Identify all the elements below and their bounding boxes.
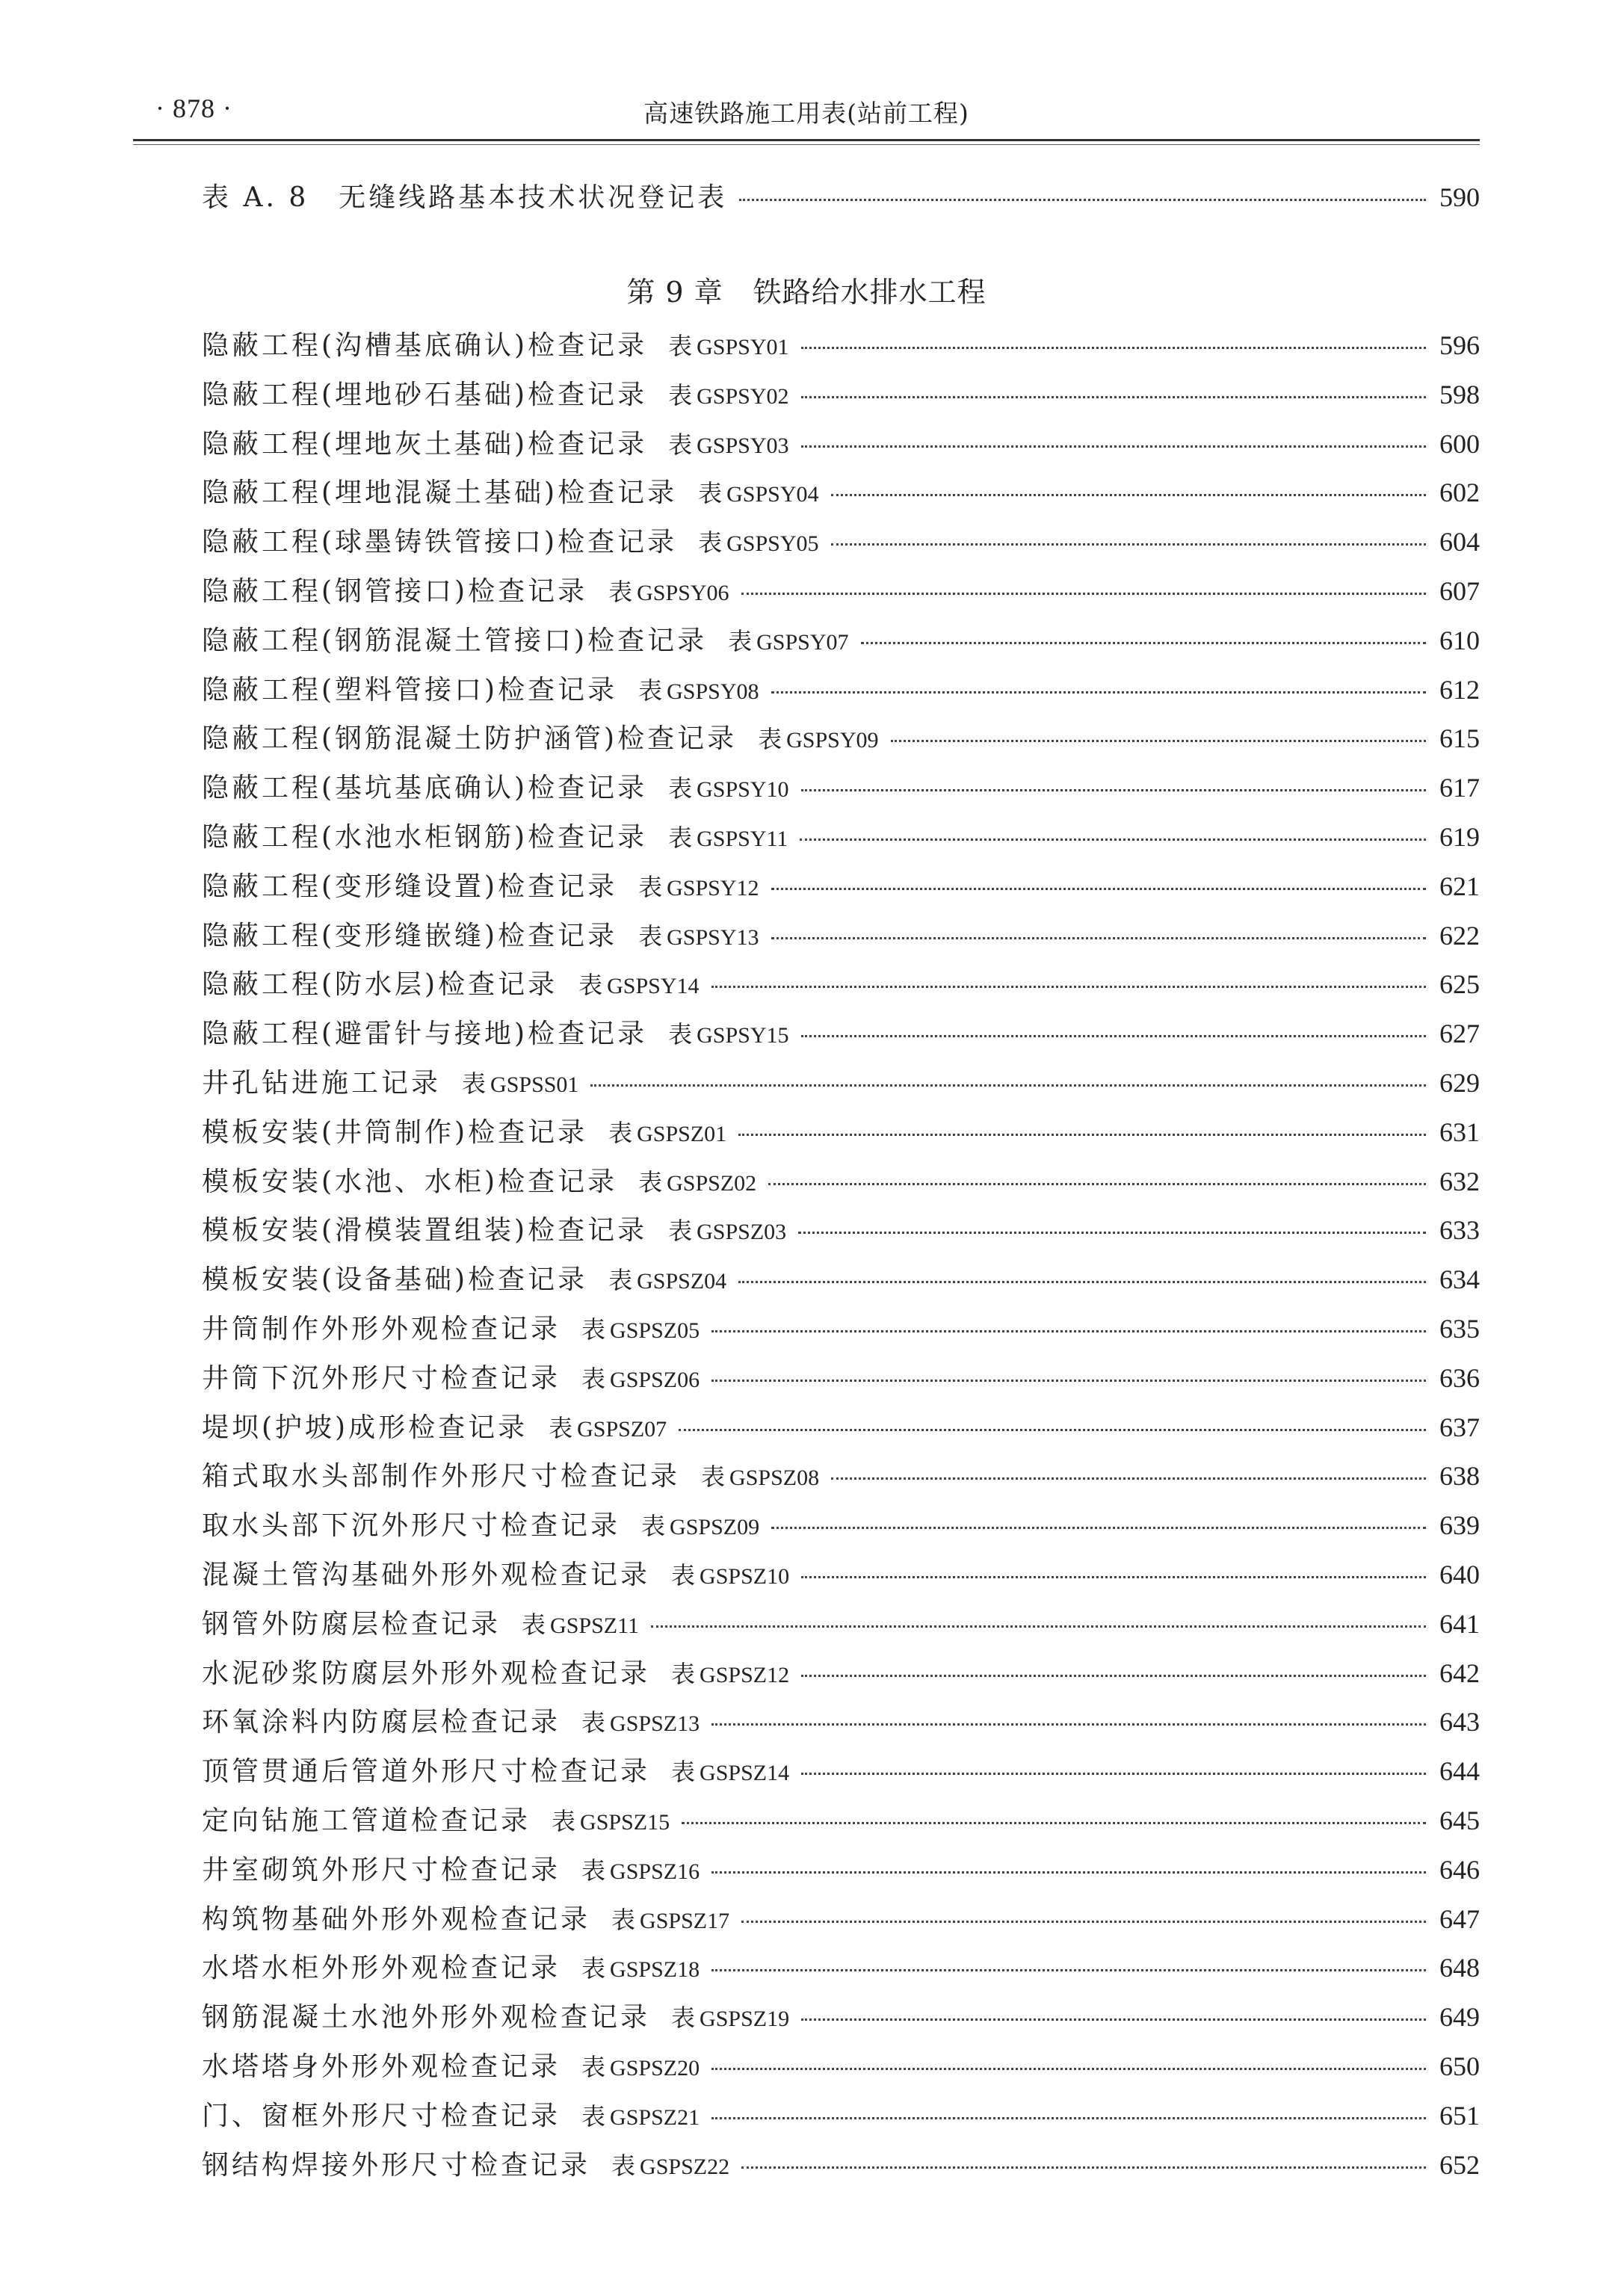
toc-entry-title: 钢结构焊接外形尺寸检查记录 bbox=[202, 2149, 591, 2181]
toc-entry[interactable] bbox=[202, 423, 1480, 461]
dot-leader bbox=[741, 593, 1427, 595]
toc-entry-page: 634 bbox=[1439, 1264, 1480, 1295]
toc-entry[interactable] bbox=[202, 1554, 1480, 1592]
code-value: GSPSZ21 bbox=[610, 2104, 700, 2130]
code-value: GSPSY13 bbox=[667, 924, 759, 950]
code-prefix: 表 bbox=[608, 1266, 633, 1295]
code-value: GSPSY08 bbox=[667, 679, 759, 704]
toc-entry-page: 644 bbox=[1439, 1756, 1480, 1787]
toc-entry[interactable] bbox=[202, 2144, 1480, 2182]
toc-entry-code bbox=[581, 1852, 700, 1886]
toc-entry-code bbox=[668, 819, 788, 853]
code-prefix: 表 bbox=[611, 2151, 636, 2180]
code-prefix: 表 bbox=[578, 971, 603, 1000]
dot-leader bbox=[771, 691, 1427, 694]
toc-entry-title: 定向钻施工管道检查记录 bbox=[202, 1806, 531, 1836]
toc-entry[interactable] bbox=[202, 1504, 1480, 1542]
code-value: GSPSY07 bbox=[756, 629, 849, 655]
toc-entry-page: 651 bbox=[1439, 2100, 1480, 2131]
code-value: GSPSY12 bbox=[667, 875, 759, 901]
toc-entry-page: 648 bbox=[1439, 1953, 1480, 1983]
toc-entry-title: 水塔塔身外形外观检查记录 bbox=[202, 2051, 561, 2082]
toc-entry-page: 633 bbox=[1439, 1215, 1480, 1246]
toc-entry-title: 取水头部下沉外形尺寸检查记录 bbox=[202, 1510, 621, 1542]
toc-entry-page: 650 bbox=[1439, 2051, 1480, 2081]
code-value: GSPSZ22 bbox=[640, 2154, 730, 2179]
code-value: GSPSZ09 bbox=[670, 1515, 760, 1540]
toc-entry-title: 井孔钻进施工记录 bbox=[202, 1068, 442, 1099]
dot-leader bbox=[801, 1773, 1426, 1775]
dot-leader bbox=[682, 1822, 1426, 1824]
toc-entry-title: 隐蔽工程(埋地灰土基础)检查记录 bbox=[202, 428, 648, 460]
toc-entry-page: 638 bbox=[1439, 1461, 1480, 1492]
dot-leader bbox=[741, 2166, 1426, 2169]
toc-entry[interactable] bbox=[202, 1849, 1480, 1887]
toc-entry-page: 590 bbox=[1439, 182, 1480, 212]
code-value: GSPSZ18 bbox=[610, 1957, 700, 1983]
dot-leader bbox=[771, 888, 1427, 890]
code-prefix: 表 bbox=[549, 1413, 573, 1442]
page-number: · 878 · bbox=[155, 93, 232, 123]
dot-leader bbox=[711, 1330, 1426, 1332]
code-value: GSPSY03 bbox=[697, 433, 789, 458]
toc-entry[interactable] bbox=[202, 521, 1480, 559]
code-value: GSPSY04 bbox=[726, 482, 819, 507]
code-value: GSPSZ17 bbox=[640, 1908, 730, 1933]
code-prefix: 表 bbox=[671, 2004, 696, 2033]
dot-leader bbox=[800, 838, 1426, 841]
toc-entry[interactable] bbox=[202, 1013, 1480, 1051]
toc-entry-title: 隐蔽工程(钢管接口)检查记录 bbox=[202, 576, 588, 607]
code-prefix: 表 bbox=[698, 479, 723, 508]
toc-entry-code bbox=[698, 524, 818, 558]
code-prefix: 表 bbox=[668, 1020, 693, 1049]
dot-leader bbox=[831, 494, 1427, 496]
chapter-title: 铁路给水排水工程 bbox=[753, 276, 987, 309]
toc-entry[interactable] bbox=[202, 1308, 1480, 1346]
toc-entry-code bbox=[608, 573, 729, 608]
toc-entry-title: 箱式取水头部制作外形尺寸检查记录 bbox=[202, 1461, 681, 1492]
toc-entry-code bbox=[608, 1114, 726, 1149]
toc-entry-title: 模板安装(水池、水柜)检查记录 bbox=[202, 1166, 618, 1197]
dot-leader bbox=[711, 986, 1427, 988]
code-value: GSPSZ14 bbox=[700, 1761, 790, 1786]
toc-entry-page: 642 bbox=[1439, 1658, 1480, 1688]
code-prefix: 表 bbox=[668, 824, 693, 852]
code-value: GSPSY02 bbox=[697, 383, 789, 409]
toc-entry-page: 610 bbox=[1439, 625, 1480, 655]
dot-leader bbox=[831, 543, 1427, 546]
toc-entry-prev[interactable] bbox=[202, 176, 1480, 214]
toc-entry-page: 632 bbox=[1439, 1166, 1480, 1196]
toc-entry-code bbox=[671, 1557, 789, 1591]
code-prefix: 表 bbox=[581, 2101, 606, 2131]
dot-leader bbox=[771, 1527, 1426, 1529]
code-prefix: 表 bbox=[581, 2053, 606, 2081]
code-prefix: 表 bbox=[581, 1856, 606, 1885]
toc-entry[interactable] bbox=[202, 1701, 1480, 1739]
toc-entry-code bbox=[638, 868, 759, 903]
code-prefix: 表 bbox=[668, 774, 693, 803]
toc-entry-title: 表 A. 8 无缝线路基本技术状况登记表 bbox=[202, 182, 728, 213]
code-prefix: 表 bbox=[581, 1954, 606, 1983]
toc-entry-code bbox=[668, 1016, 788, 1050]
dot-leader bbox=[711, 2068, 1426, 2070]
toc-entry-title: 钢筋混凝土水池外形外观检查记录 bbox=[202, 2002, 651, 2033]
code-prefix: 表 bbox=[668, 332, 693, 360]
dot-leader bbox=[801, 2018, 1426, 2021]
toc-entry-title: 模板安装(滑模装置组装)检查记录 bbox=[202, 1215, 648, 1247]
code-prefix: 表 bbox=[668, 430, 693, 459]
dot-leader bbox=[738, 1134, 1426, 1136]
toc-entry[interactable] bbox=[202, 374, 1480, 412]
dot-leader bbox=[801, 445, 1427, 448]
code-value: GSPSY15 bbox=[697, 1023, 789, 1048]
code-prefix: 表 bbox=[758, 725, 782, 754]
toc-entry-page: 600 bbox=[1439, 428, 1480, 459]
toc-entry-page: 641 bbox=[1439, 1608, 1480, 1639]
code-prefix: 表 bbox=[671, 1561, 696, 1590]
toc-entry[interactable] bbox=[202, 1357, 1480, 1395]
toc-entry-page: 615 bbox=[1439, 723, 1480, 754]
code-value: GSPSZ15 bbox=[580, 1810, 670, 1835]
toc-entry-title: 井室砌筑外形尺寸检查记录 bbox=[202, 1854, 561, 1885]
dot-leader bbox=[831, 1477, 1426, 1480]
dot-leader bbox=[798, 1232, 1426, 1234]
toc-entry[interactable] bbox=[202, 669, 1480, 707]
toc-entry-title: 堤坝(护坡)成形检查记录 bbox=[202, 1412, 528, 1443]
toc-entry[interactable] bbox=[202, 865, 1480, 904]
toc-entry[interactable] bbox=[202, 472, 1480, 510]
toc-entry-page: 639 bbox=[1439, 1510, 1480, 1541]
toc-entry-title: 隐蔽工程(球墨铸铁管接口)检查记录 bbox=[202, 527, 678, 558]
toc-entry-code bbox=[552, 1803, 670, 1837]
toc-entry-page: 602 bbox=[1439, 478, 1480, 508]
toc-entry-title: 隐蔽工程(变形缝设置)检查记录 bbox=[202, 871, 618, 902]
toc-entry-code bbox=[728, 623, 848, 657]
toc-entry-code bbox=[578, 966, 699, 1001]
code-value: GSPSZ04 bbox=[637, 1269, 727, 1294]
toc-entry-title: 混凝土管沟基础外形外观检查记录 bbox=[202, 1560, 651, 1590]
toc-entry-code bbox=[611, 2147, 729, 2181]
toc-entry-page: 646 bbox=[1439, 1854, 1480, 1885]
toc-entry-code bbox=[671, 1999, 789, 2033]
code-prefix: 表 bbox=[641, 1512, 666, 1541]
toc-entry-title: 模板安装(设备基础)检查记录 bbox=[202, 1264, 588, 1296]
toc-entry[interactable] bbox=[202, 2045, 1480, 2084]
toc-entry-title: 模板安装(井筒制作)检查记录 bbox=[202, 1116, 588, 1148]
toc-entry-code bbox=[581, 2048, 700, 2083]
code-value: GSPSS01 bbox=[490, 1072, 579, 1097]
code-prefix: 表 bbox=[698, 528, 723, 557]
code-value: GSPSZ12 bbox=[700, 1662, 790, 1687]
code-value: GSPSY11 bbox=[697, 827, 788, 851]
toc-entry-title: 门、窗框外形尺寸检查记录 bbox=[202, 2100, 561, 2131]
chapter-number: 第 9 章 bbox=[626, 276, 723, 309]
code-prefix: 表 bbox=[668, 1217, 693, 1246]
toc-entry[interactable] bbox=[202, 1652, 1480, 1690]
code-value: GSPSZ11 bbox=[550, 1613, 639, 1638]
toc-entry[interactable] bbox=[202, 1258, 1480, 1297]
toc-entry-code bbox=[668, 1212, 786, 1247]
dot-leader bbox=[651, 1625, 1426, 1628]
toc-entry-code bbox=[522, 1606, 639, 1640]
toc-entry[interactable] bbox=[202, 816, 1480, 854]
toc-entry-code bbox=[668, 377, 788, 411]
toc-entry-code bbox=[671, 1655, 789, 1690]
toc-entry-code bbox=[701, 1458, 819, 1492]
toc-entry[interactable] bbox=[202, 1111, 1480, 1149]
dot-leader bbox=[711, 1871, 1426, 1874]
toc-entry-page: 647 bbox=[1439, 1903, 1480, 1934]
code-value: GSPSY06 bbox=[637, 581, 729, 605]
header-rule-thin bbox=[133, 144, 1480, 145]
toc-entry[interactable] bbox=[202, 324, 1480, 362]
code-prefix: 表 bbox=[552, 1807, 576, 1835]
toc-entry-title: 环氧涂料内防腐层检查记录 bbox=[202, 1707, 561, 1738]
toc-entry-title: 隐蔽工程(沟槽基底确认)检查记录 bbox=[202, 330, 648, 361]
toc-entry-code bbox=[698, 475, 818, 509]
dot-leader bbox=[711, 1380, 1426, 1382]
toc-entry-title: 隐蔽工程(水池水柜钢筋)检查记录 bbox=[202, 822, 648, 853]
toc-entry-code bbox=[611, 1901, 729, 1936]
toc-entry[interactable] bbox=[202, 2095, 1480, 2133]
code-value: GSPSZ07 bbox=[577, 1416, 667, 1442]
dot-leader bbox=[679, 1429, 1426, 1431]
code-value: GSPSY14 bbox=[607, 974, 700, 999]
code-value: GSPSZ01 bbox=[637, 1121, 727, 1146]
toc-entry[interactable] bbox=[202, 1455, 1480, 1493]
toc-entry-code bbox=[671, 1753, 789, 1788]
toc-entry-page: 621 bbox=[1439, 871, 1480, 901]
toc-entry-title: 井筒下沉外形尺寸检查记录 bbox=[202, 1362, 561, 1394]
toc-entry-title: 顶管贯通后管道外形尺寸检查记录 bbox=[202, 1756, 651, 1788]
dot-leader bbox=[741, 1921, 1426, 1923]
toc-entry[interactable] bbox=[202, 1603, 1480, 1641]
toc-entry-page: 635 bbox=[1439, 1314, 1480, 1344]
toc-entry[interactable] bbox=[202, 1750, 1480, 1788]
code-value: GSPSY05 bbox=[726, 531, 819, 557]
toc-entry-code bbox=[641, 1507, 759, 1542]
code-value: GSPSZ05 bbox=[610, 1318, 700, 1343]
header-rule-thick bbox=[133, 139, 1480, 141]
code-value: GSPSY09 bbox=[786, 728, 879, 753]
toc-entry-title: 隐蔽工程(埋地砂石基础)检查记录 bbox=[202, 379, 648, 410]
code-value: GSPSY01 bbox=[697, 335, 789, 359]
toc-entry[interactable] bbox=[202, 1947, 1480, 1985]
toc-entry-code bbox=[638, 1164, 756, 1198]
toc-entry-code bbox=[581, 1311, 700, 1345]
toc-entry[interactable] bbox=[202, 1062, 1480, 1100]
code-value: GSPSY10 bbox=[697, 777, 789, 803]
code-value: GSPSZ16 bbox=[610, 1859, 700, 1884]
code-prefix: 表 bbox=[522, 1610, 546, 1639]
toc-entry-title: 隐蔽工程(变形缝嵌缝)检查记录 bbox=[202, 920, 618, 951]
toc-entry-code bbox=[581, 1950, 700, 1984]
book-title: 高速铁路施工用表(站前工程) bbox=[643, 99, 969, 128]
toc-entry-page: 607 bbox=[1439, 576, 1480, 606]
code-prefix: 表 bbox=[671, 1659, 696, 1688]
toc-entry[interactable] bbox=[202, 1161, 1480, 1199]
toc-entry-page: 596 bbox=[1439, 330, 1480, 360]
code-prefix: 表 bbox=[638, 1167, 663, 1196]
dot-leader bbox=[801, 347, 1427, 349]
toc-entry-page: 645 bbox=[1439, 1806, 1480, 1835]
code-value: GSPSZ10 bbox=[700, 1564, 790, 1589]
toc-entry-page: 598 bbox=[1439, 379, 1480, 410]
code-prefix: 表 bbox=[581, 1315, 606, 1344]
toc-entry-page: 631 bbox=[1439, 1116, 1480, 1147]
toc-entry[interactable] bbox=[202, 620, 1480, 658]
toc-entry-code bbox=[638, 672, 759, 706]
code-prefix: 表 bbox=[701, 1462, 726, 1492]
toc-entry-page: 622 bbox=[1439, 920, 1480, 951]
toc-entry[interactable] bbox=[202, 1996, 1480, 2034]
dot-leader bbox=[738, 1281, 1426, 1283]
code-value: GSPSZ13 bbox=[610, 1711, 700, 1737]
toc-entry-code bbox=[549, 1409, 667, 1444]
code-value: GSPSZ02 bbox=[667, 1170, 757, 1196]
code-prefix: 表 bbox=[671, 1758, 696, 1787]
code-prefix: 表 bbox=[728, 626, 753, 655]
toc-entry-page: 625 bbox=[1439, 969, 1480, 1000]
toc-entry-code bbox=[608, 1261, 726, 1296]
toc-entry-title: 钢管外防腐层检查记录 bbox=[202, 1608, 501, 1640]
toc-entry-title: 隐蔽工程(塑料管接口)检查记录 bbox=[202, 674, 618, 705]
code-prefix: 表 bbox=[668, 380, 693, 410]
toc-entry-code bbox=[462, 1065, 578, 1099]
toc-entry-code bbox=[668, 770, 788, 804]
code-value: GSPSZ19 bbox=[700, 2007, 790, 2032]
toc-entry-code bbox=[581, 1360, 700, 1394]
dot-leader bbox=[801, 1675, 1426, 1677]
code-value: GSPSZ08 bbox=[729, 1465, 820, 1491]
toc-entry-page: 636 bbox=[1439, 1362, 1480, 1393]
toc-entry-title: 水泥砂浆防腐层外形外观检查记录 bbox=[202, 1658, 651, 1689]
dot-leader bbox=[801, 396, 1427, 398]
dot-leader bbox=[801, 1576, 1426, 1578]
dot-leader bbox=[711, 1723, 1426, 1726]
toc-entry-page: 649 bbox=[1439, 2002, 1480, 2033]
toc-entry[interactable] bbox=[202, 717, 1480, 756]
code-prefix: 表 bbox=[611, 1905, 636, 1934]
toc-entry-page: 629 bbox=[1439, 1068, 1480, 1098]
toc-entry-page: 640 bbox=[1439, 1560, 1480, 1590]
toc-entry[interactable] bbox=[202, 1209, 1480, 1247]
code-prefix: 表 bbox=[638, 872, 663, 901]
toc-entry-page: 652 bbox=[1439, 2149, 1480, 2180]
dot-leader bbox=[801, 789, 1427, 791]
toc-entry-title: 构筑物基础外形外观检查记录 bbox=[202, 1903, 591, 1935]
toc-entry-page: 619 bbox=[1439, 822, 1480, 852]
toc-entry-code bbox=[581, 1704, 700, 1738]
chapter-heading bbox=[133, 269, 1480, 310]
dot-leader bbox=[590, 1084, 1426, 1087]
toc-entry[interactable] bbox=[202, 1898, 1480, 1936]
dot-leader bbox=[771, 937, 1427, 939]
toc-entry[interactable] bbox=[202, 767, 1480, 805]
toc-entry-code bbox=[668, 426, 788, 460]
toc-entry-page: 643 bbox=[1439, 1707, 1480, 1738]
dot-leader bbox=[711, 1969, 1426, 1971]
code-value: GSPSZ20 bbox=[610, 2056, 700, 2081]
toc-entry[interactable] bbox=[202, 1800, 1480, 1838]
toc-entry-code bbox=[758, 720, 878, 755]
running-header bbox=[133, 88, 1480, 133]
dot-leader bbox=[861, 642, 1427, 644]
dot-leader bbox=[768, 1183, 1426, 1185]
dot-leader bbox=[801, 1035, 1427, 1037]
code-prefix: 表 bbox=[581, 1708, 606, 1738]
toc-entry[interactable] bbox=[202, 915, 1480, 953]
toc-entry-page: 617 bbox=[1439, 773, 1480, 803]
toc-entry-title: 隐蔽工程(埋地混凝土基础)检查记录 bbox=[202, 478, 678, 509]
code-value: GSPSZ03 bbox=[697, 1220, 787, 1245]
toc-entry[interactable] bbox=[202, 963, 1480, 1001]
code-prefix: 表 bbox=[581, 1364, 606, 1393]
code-value: GSPSZ06 bbox=[610, 1367, 700, 1392]
code-prefix: 表 bbox=[638, 921, 663, 951]
toc-entry-title: 隐蔽工程(钢筋混凝土管接口)检查记录 bbox=[202, 625, 708, 656]
toc-entry-title: 隐蔽工程(避雷针与接地)检查记录 bbox=[202, 1019, 648, 1050]
code-prefix: 表 bbox=[608, 578, 633, 606]
toc-entry-title: 水塔水柜外形外观检查记录 bbox=[202, 1953, 561, 1984]
toc-entry-page: 604 bbox=[1439, 527, 1480, 557]
toc-entry[interactable] bbox=[202, 1406, 1480, 1445]
toc-entry-title: 井筒制作外形外观检查记录 bbox=[202, 1314, 561, 1344]
toc-entry-title: 隐蔽工程(基坑基底确认)检查记录 bbox=[202, 773, 648, 804]
toc-entry-title: 隐蔽工程(钢筋混凝土防护涵管)检查记录 bbox=[202, 723, 738, 755]
code-prefix: 表 bbox=[638, 676, 663, 705]
dot-leader bbox=[891, 740, 1427, 742]
toc-entry-code bbox=[638, 918, 759, 952]
dot-leader bbox=[739, 199, 1426, 201]
toc-entry-page: 612 bbox=[1439, 674, 1480, 705]
toc-entry-page: 637 bbox=[1439, 1412, 1480, 1442]
toc-entry-code bbox=[668, 327, 788, 362]
toc-entry-code bbox=[581, 2098, 700, 2132]
code-prefix: 表 bbox=[608, 1118, 633, 1147]
dot-leader bbox=[711, 2117, 1426, 2119]
toc-entry-page: 627 bbox=[1439, 1019, 1480, 1049]
toc-entry[interactable] bbox=[202, 570, 1480, 608]
toc-entry-title: 隐蔽工程(防水层)检查记录 bbox=[202, 969, 558, 1001]
code-prefix: 表 bbox=[462, 1069, 487, 1098]
